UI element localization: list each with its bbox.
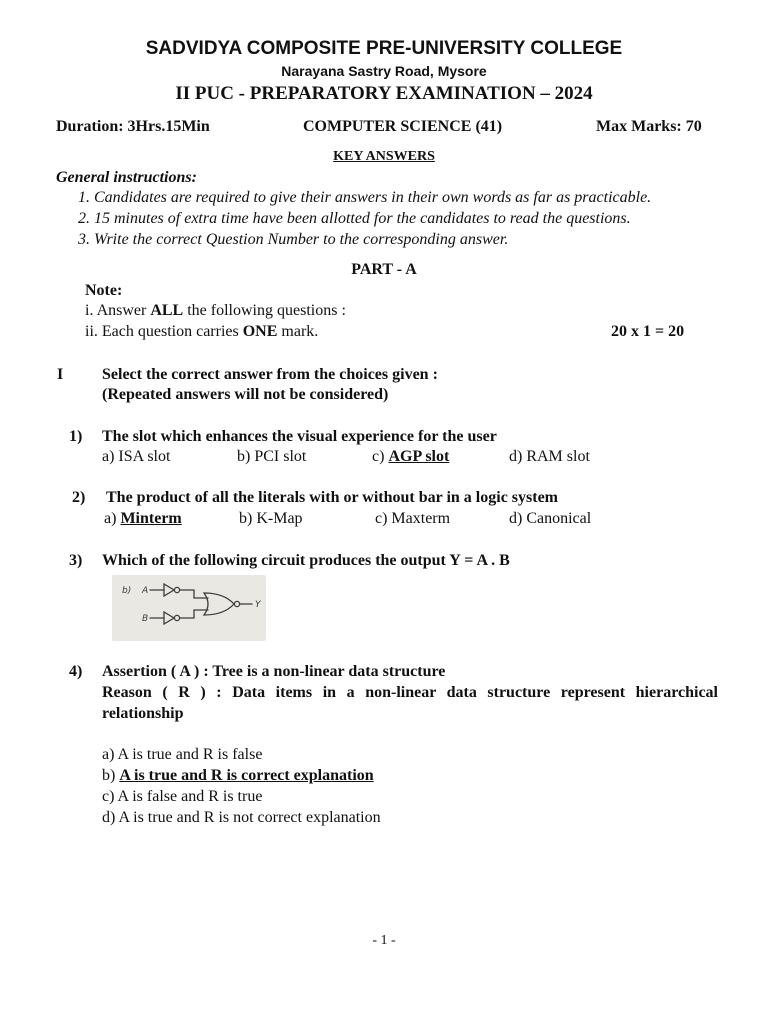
- option-c: c) AGP slot: [372, 448, 450, 465]
- assertion-text: Assertion ( A ) : Tree is a non-linear data structure: [102, 663, 446, 680]
- college-address: Narayana Sastry Road, Mysore: [281, 63, 487, 79]
- instruction-item: 1. Candidates are required to give their answers in their own words as far as practicable.: [78, 189, 652, 206]
- instruction-item: 3. Write the correct Question Number to the corresponding answer.: [78, 231, 509, 248]
- question-number: 2): [72, 489, 86, 506]
- option-b: b) A is true and R is correct explanation: [102, 767, 374, 784]
- duration: Duration: 3Hrs.15Min: [56, 118, 210, 135]
- note-title: Note:: [85, 282, 123, 299]
- reason-text-continued: relationship: [102, 705, 184, 722]
- question-number: 3): [69, 552, 83, 569]
- option-d: d) A is true and R is not correct explanation: [102, 809, 381, 826]
- input-a-label: A: [142, 586, 149, 596]
- circuit-figure: [112, 575, 266, 641]
- instruction-item: 2. 15 minutes of extra time have been allotted for the candidates to read the questions.: [78, 210, 631, 227]
- output-y-label: Y: [255, 600, 261, 610]
- option-c: c) A is false and R is true: [102, 788, 263, 805]
- question-text: The slot which enhances the visual experience for the user: [102, 428, 497, 445]
- reason-text: Reason ( R ) : Data items in a non-linear data structure represent hierarchical: [102, 684, 718, 701]
- question-text: Which of the following circuit produces the output Y = A . B: [102, 552, 510, 569]
- part-title: PART - A: [351, 261, 417, 278]
- max-marks: Max Marks: 70: [596, 118, 702, 135]
- option-c: c) Maxterm: [375, 510, 451, 527]
- option-a: a) Minterm: [104, 510, 182, 527]
- input-b-label: B: [142, 614, 149, 624]
- correct-answer: A is true and R is correct explanation: [119, 767, 374, 784]
- section-instruction: Select the correct answer from the choices given :: [102, 366, 438, 383]
- correct-answer: AGP slot: [388, 448, 450, 465]
- note-line-1: i. Answer ALL the following questions :: [85, 302, 346, 319]
- key-answers-heading: KEY ANSWERS: [333, 149, 435, 164]
- note-line-2: ii. Each question carries ONE mark.: [85, 323, 319, 340]
- option-b: b) PCI slot: [237, 448, 307, 465]
- option-d: d) Canonical: [509, 510, 592, 527]
- section-note: (Repeated answers will not be considered): [102, 386, 389, 403]
- option-b: b) K-Map: [239, 510, 303, 527]
- exam-title: II PUC - PREPARATORY EXAMINATION – 2024: [175, 83, 593, 104]
- correct-answer: Minterm: [120, 510, 182, 527]
- option-a: a) ISA slot: [102, 448, 171, 465]
- option-a: a) A is true and R is false: [102, 746, 263, 763]
- page-number: - 1 -: [372, 933, 396, 948]
- subject: COMPUTER SCIENCE (41): [303, 118, 503, 135]
- question-number: 1): [69, 428, 83, 445]
- question-number: 4): [69, 663, 83, 680]
- college-name: SADVIDYA COMPOSITE PRE-UNIVERSITY COLLEGE: [145, 38, 623, 59]
- instructions-title: General instructions:: [56, 169, 197, 186]
- option-d: d) RAM slot: [509, 448, 590, 465]
- question-text: The product of all the literals with or without bar in a logic system: [106, 489, 558, 506]
- part-marks: 20 x 1 = 20: [611, 323, 685, 340]
- figure-option-label: b): [122, 586, 132, 596]
- section-number: I: [57, 366, 64, 383]
- logic-circuit-diagram: [112, 575, 266, 641]
